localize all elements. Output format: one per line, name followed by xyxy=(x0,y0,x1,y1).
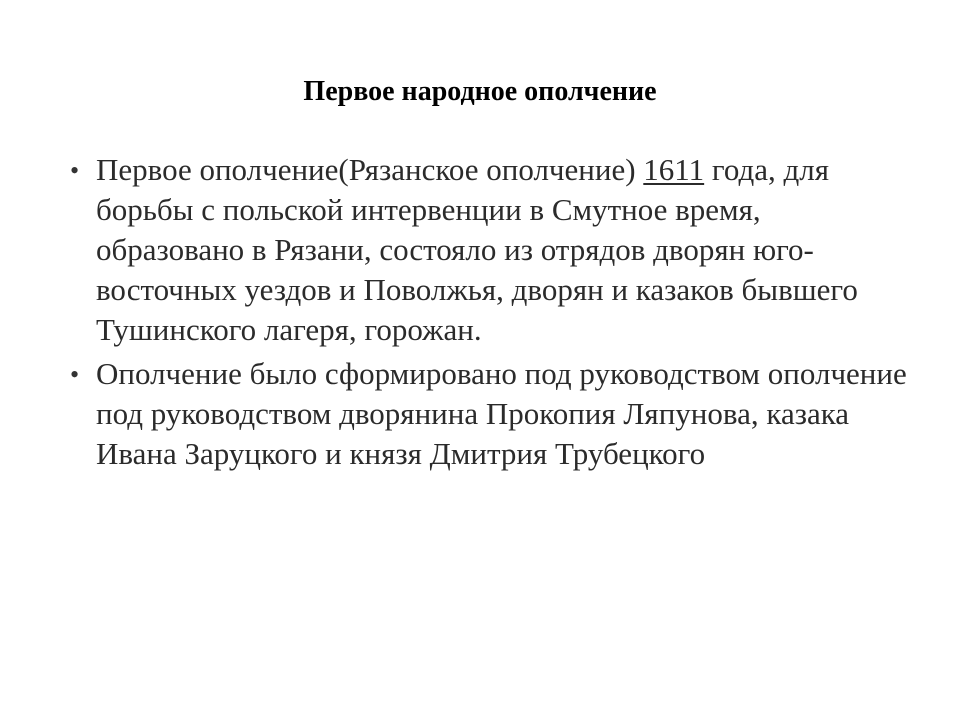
bullet-item-2 xyxy=(70,354,910,474)
bullet-1-text-end: года, для борьбы с польской интервенции в Смутное время, образовано в Рязани, состояло из отрядов дворян юго-восточных уездов и Поволжья, дворян и казаков бывшего Тушинского лагеря, горожан. xyxy=(96,152,858,347)
bullet-dot-icon: • xyxy=(70,156,80,185)
bullet-2-text: Ополчение было сформировано под руководством ополчение под руководством дворянина Прокопия Ляпунова, казака Ивана Заруцкого и князя Дмитрия Трубецкого xyxy=(96,356,907,471)
bullet-item-1 xyxy=(70,150,910,350)
slide-title: Первое народное ополчение xyxy=(303,76,657,107)
bullet-list xyxy=(70,150,910,478)
bullet-1-year-link[interactable]: 1611 xyxy=(643,152,705,187)
bullet-1-text-start: Первое ополчение(Рязанское ополчение) xyxy=(96,152,644,187)
bullet-dot-icon: • xyxy=(70,360,80,389)
